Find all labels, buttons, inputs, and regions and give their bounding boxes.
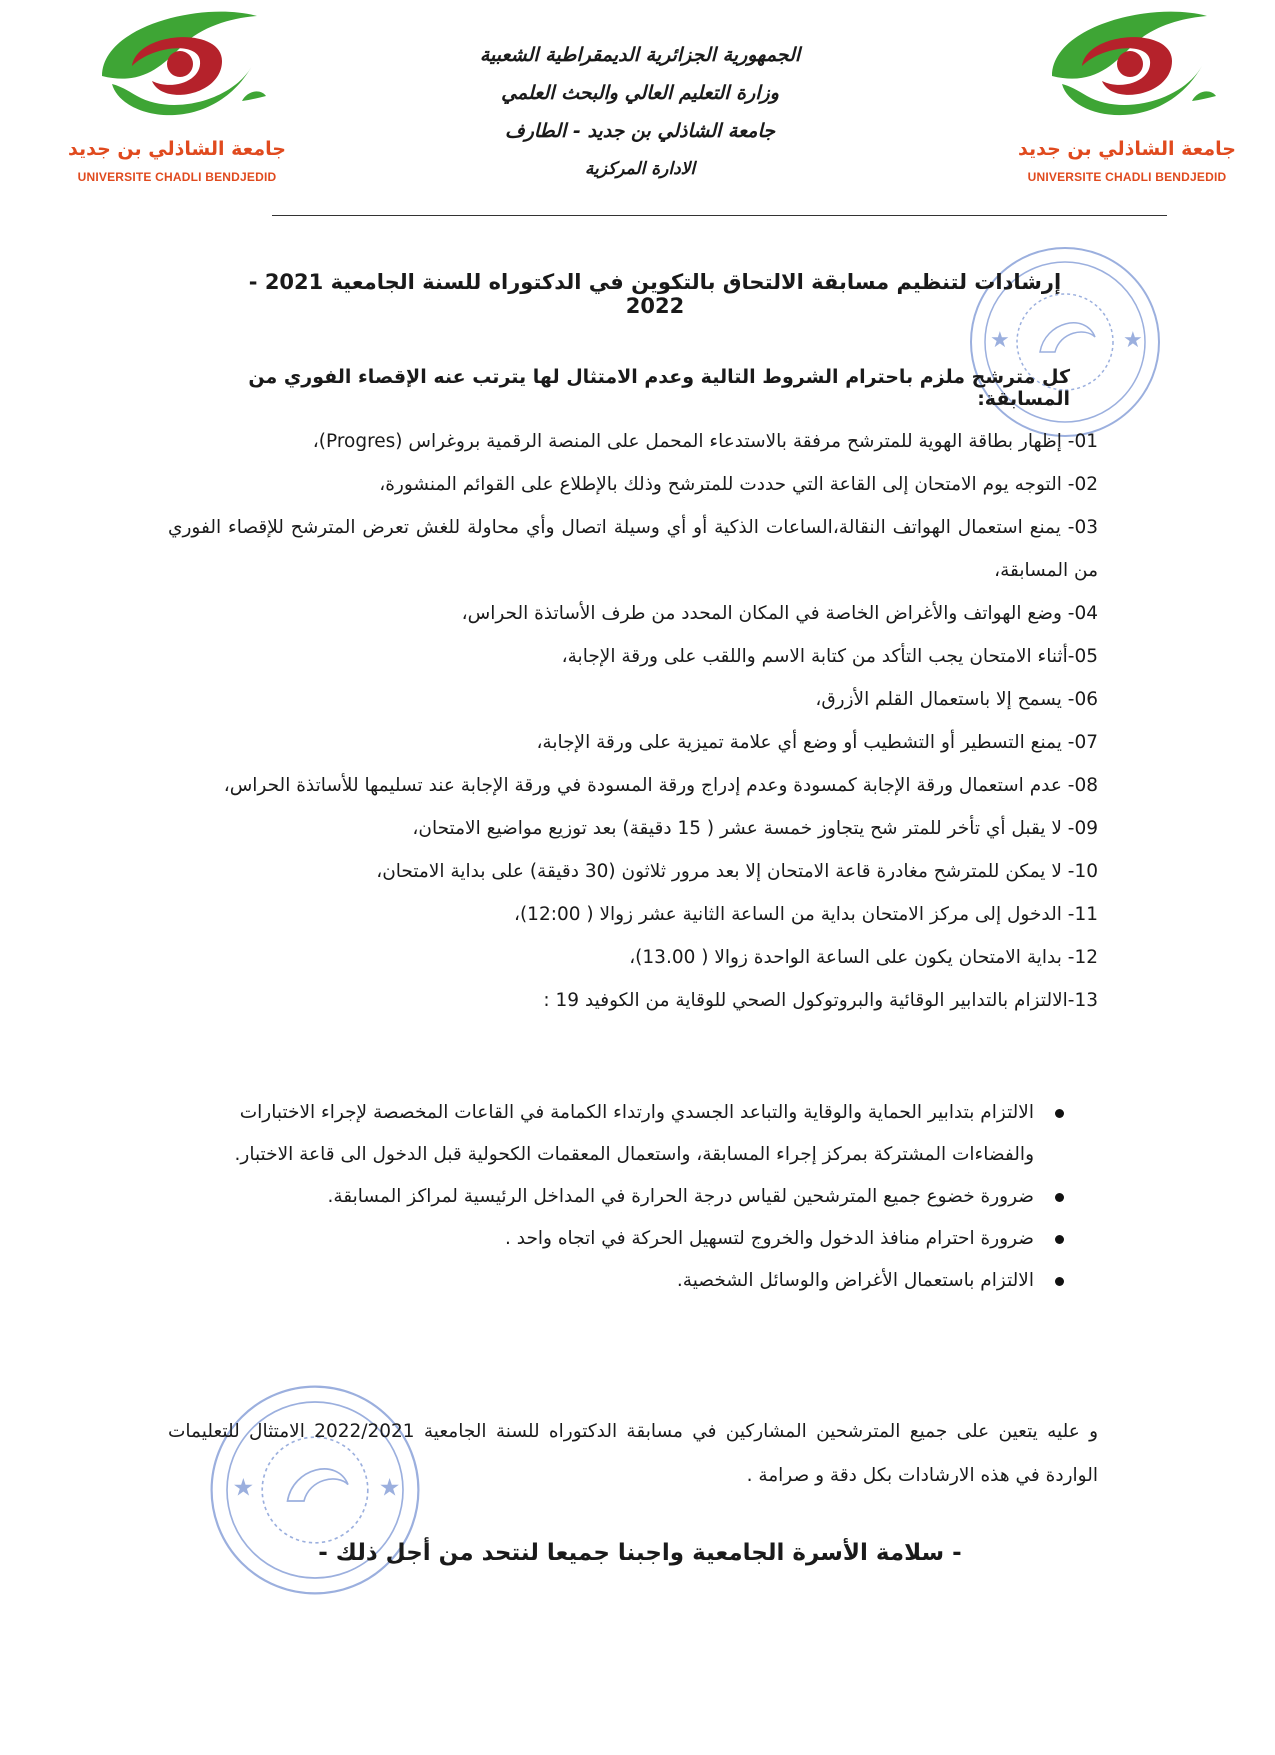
list-item: 03- يمنع استعمال الهواتف النقالة،الساعات الذكية أو أي وسيلة اتصال وأي محاولة للغش تعرض المترشح للإقصاء الفوري من المسابقة، — [168, 517, 1098, 581]
list-item: 01- إظهار بطاقة الهوية للمترشح مرفقة بالاستدعاء المحمل على المنصة الرقمية بروغراس (Progres)، — [312, 431, 1098, 452]
list-item: 05-أثناء الامتحان يجب التأكد من كتابة الاسم واللقب على ورقة الإجابة، — [561, 646, 1098, 667]
list-item: 09- لا يقبل أي تأخر للمتر شح يتجاوز خمسة عشر ( 15 دقيقة) بعد توزيع مواضيع الامتحان، — [412, 818, 1098, 839]
bullet-text: الالتزام باستعمال الأغراض والوسائل الشخصية. — [676, 1270, 1034, 1291]
list-item: 04- وضع الهواتف والأغراض الخاصة في المكان المحدد من طرف الأساتذة الحراس، — [461, 603, 1098, 624]
letterhead — [380, 36, 900, 188]
list-item: 08- عدم استعمال ورقة الإجابة كمسودة وعدم إدراج ورقة المسودة في ورقة الإجابة عند تسليمها للأساتذة الحراس، — [223, 775, 1098, 796]
header-divider — [272, 215, 1167, 216]
list-item: 11- الدخول إلى مركز الامتحان بداية من الساعة الثانية عشر زوالا ( 12:00)، — [513, 904, 1098, 925]
bullet-text: الالتزام بتدابير الحماية والوقاية والتباعد الجسدي وارتداء الكمامة في القاعات المخصصة لإجراء الاختبارات والفضاءات المشتركة بمركز إجراء المسابقة، واستعمال المعقمات الكحولية قبل الدخول الى قاعة الاختبار. — [234, 1102, 1034, 1165]
closing-motto: - سلامة الأسرة الجامعية واجبنا جميعا لنتحد من أجل ذلك - — [318, 1540, 962, 1566]
university-emblem-icon — [1032, 6, 1222, 136]
university-name-ar: جامعة الشاذلي بن جديد — [1018, 138, 1236, 160]
svg-text:★: ★ — [1123, 328, 1143, 353]
bullet-dot-icon — [1055, 1109, 1064, 1118]
bullet-dot-icon — [1055, 1235, 1064, 1244]
bullet-text: ضرورة احترام منافذ الدخول والخروج لتسهيل الحركة في اتجاه واحد . — [504, 1228, 1034, 1249]
covid-measures-list — [168, 1092, 1070, 1302]
document-intro: كل مترشح ملزم باحترام الشروط التالية وعدم الامتثال لها يترتب عنه الإقصاء الفوري من المسابقة: — [248, 366, 1070, 410]
list-item: 10- لا يمكن للمترشح مغادرة قاعة الامتحان إلا بعد مرور ثلاثون (30 دقيقة) على بداية الامتحان، — [376, 861, 1098, 882]
university-name-fr: UNIVERSITE CHADLI BENDJEDID — [1027, 170, 1227, 184]
university-name-ar: جامعة الشاذلي بن جديد — [68, 138, 286, 160]
list-item: 13-الالتزام بالتدابير الوقائية والبروتوكول الصحي للوقاية من الكوفيد 19 : — [543, 990, 1098, 1011]
closing-paragraph: و عليه يتعين على جميع المترشحين المشاركين في مسابقة الدكتوراه للسنة الجامعية 2022/2021 الامتثال للتعليمات الواردة في هذه الارشادات بكل دقة و صرامة . — [168, 1421, 1099, 1486]
republic-name: الجمهورية الجزائرية الديمقراطية الشعبية — [479, 44, 801, 66]
list-item: 02- التوجه يوم الامتحان إلى القاعة التي حددت للمترشح وذلك بالإطلاع على القوائم المنشورة، — [379, 474, 1098, 495]
bullet-item — [168, 1176, 1070, 1218]
list-item: 12- بداية الامتحان يكون على الساعة الواحدة زوالا ( 13.00)، — [629, 947, 1098, 968]
university-location: جامعة الشاذلي بن جديد - الطارف — [505, 120, 775, 142]
svg-text:★: ★ — [232, 1473, 255, 1502]
university-logo-left — [62, 6, 292, 206]
bullet-dot-icon — [1055, 1277, 1064, 1286]
university-logo-right — [1012, 6, 1242, 206]
university-name-fr: UNIVERSITE CHADLI BENDJEDID — [77, 170, 277, 184]
svg-text:★: ★ — [990, 328, 1010, 353]
university-emblem-icon — [82, 6, 272, 136]
list-item: 06- يسمح إلا باستعمال القلم الأزرق، — [815, 689, 1098, 710]
bullet-item — [168, 1218, 1070, 1260]
svg-text:★: ★ — [378, 1473, 401, 1502]
ministry-name: وزارة التعليم العالي والبحث العلمي — [501, 82, 779, 104]
bullet-item — [168, 1092, 1070, 1176]
bullet-dot-icon — [1055, 1193, 1064, 1202]
bullet-text: ضرورة خضوع جميع المترشحين لقياس درجة الحرارة في المداخل الرئيسية لمراكز المسابقة. — [327, 1186, 1034, 1207]
instructions-list — [168, 420, 1098, 1022]
list-item: 07- يمنع التسطير أو التشطيب أو وضع أي علامة تميزية على ورقة الإجابة، — [536, 732, 1098, 753]
document-title: إرشادات لتنظيم مسابقة الالتحاق بالتكوين في الدكتوراه للسنة الجامعية 2021 - 2022 — [248, 270, 1062, 318]
bullet-item — [168, 1260, 1070, 1302]
department-name: الادارة المركزية — [584, 159, 696, 179]
